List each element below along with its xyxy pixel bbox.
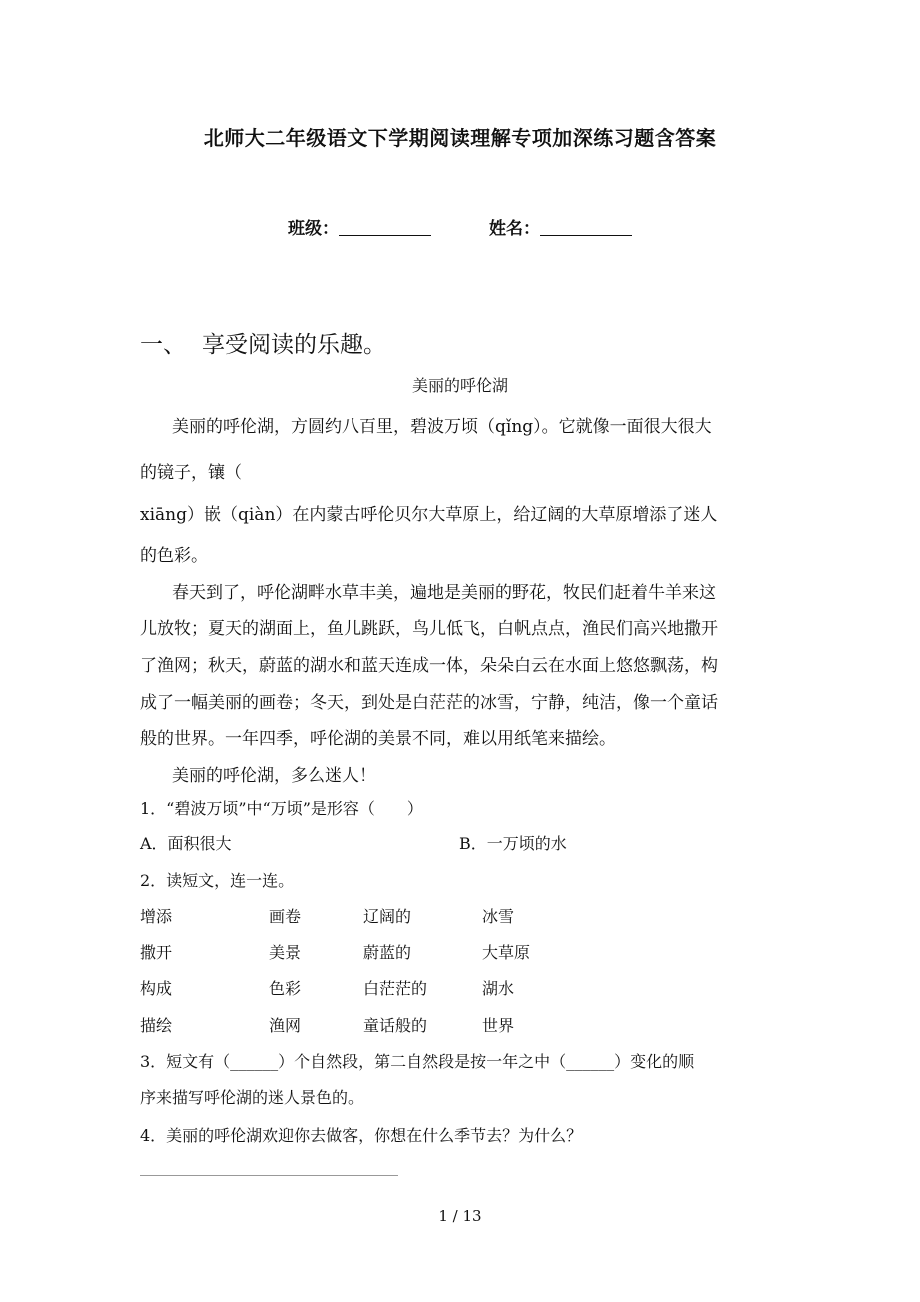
passage-line: 美丽的呼伦湖，方圆约八百里，碧波万顷（qǐng）。它就像一面很大很大: [172, 417, 712, 437]
match-word[interactable]: 冰雪: [482, 907, 515, 926]
match-word[interactable]: 世界: [482, 1016, 515, 1035]
match-word[interactable]: 白茫茫的: [363, 979, 428, 998]
student-info: [0, 214, 920, 239]
document-title: 北师大二年级语文下学期阅读理解专项加深练习题含答案: [203, 126, 717, 150]
class-label: 班级：: [288, 219, 340, 239]
question-2: 2．读短文，连一连。: [140, 871, 295, 890]
match-word[interactable]: 渔网: [269, 1016, 302, 1035]
passage-line: 美丽的呼伦湖，多么迷人！: [172, 766, 376, 786]
passage-line: 般的世界。一年四季，呼伦湖的美景不同，难以用纸笔来描绘。: [140, 729, 616, 749]
passage-line: 的镜子，镶（: [140, 463, 242, 483]
match-word[interactable]: 辽阔的: [363, 907, 412, 926]
question-1-option-a[interactable]: A．面积很大: [140, 834, 232, 853]
section-number: 一、: [140, 332, 186, 358]
question-3-line-1: 3．短文有（______）个自然段，第二自然段是按一年之中（______）变化的顺: [140, 1052, 695, 1071]
passage-line: 了渔网；秋天，蔚蓝的湖水和蓝天连成一体，朵朵白云在水面上悠悠飘荡，构: [140, 656, 718, 676]
match-word[interactable]: 构成: [140, 979, 173, 998]
section-heading: [140, 326, 386, 359]
passage-line: 春天到了，呼伦湖畔水草丰美，遍地是美丽的野花，牧民们赶着牛羊来这: [172, 583, 716, 603]
match-word[interactable]: 增添: [140, 907, 173, 926]
passage-line: 儿放牧；夏天的湖面上，鱼儿跳跃，鸟儿低飞，白帆点点，渔民们高兴地撒开: [140, 619, 718, 639]
match-word[interactable]: 描绘: [140, 1016, 173, 1035]
question-1: 1．“碧波万顷”中“万顷”是形容（ ）: [140, 799, 423, 818]
match-word[interactable]: 蔚蓝的: [363, 943, 412, 962]
question-3-line-2: 序来描写呼伦湖的迷人景色的。: [140, 1088, 365, 1107]
section-title: 享受阅读的乐趣。: [202, 332, 386, 358]
match-word[interactable]: 大草原: [482, 943, 531, 962]
passage-line: 成了一幅美丽的画卷；冬天，到处是白茫茫的冰雪，宁静，纯洁，像一个童话: [140, 693, 718, 713]
class-blank[interactable]: [339, 219, 431, 236]
match-word[interactable]: 色彩: [269, 979, 302, 998]
match-word[interactable]: 童话般的: [363, 1016, 428, 1035]
class-field: [288, 214, 431, 239]
page-number: 1 / 13: [438, 1207, 482, 1225]
match-word[interactable]: 撒开: [140, 943, 173, 962]
name-label: 姓名：: [488, 219, 540, 239]
footnote-divider: [140, 1175, 398, 1176]
match-word[interactable]: 画卷: [269, 907, 302, 926]
passage-line: xiāng）嵌（qiàn）在内蒙古呼伦贝尔大草原上，给辽阔的大草原增添了迷人: [140, 505, 718, 525]
match-word[interactable]: 美景: [269, 943, 302, 962]
name-blank[interactable]: [540, 219, 632, 236]
question-4: 4．美丽的呼伦湖欢迎你去做客，你想在什么季节去？为什么？: [140, 1126, 583, 1145]
match-word[interactable]: 湖水: [482, 979, 515, 998]
name-field: [489, 214, 632, 239]
passage-line: 的色彩。: [140, 546, 208, 566]
question-1-option-b[interactable]: B．一万顷的水: [459, 834, 567, 853]
passage-title: 美丽的呼伦湖: [411, 376, 508, 395]
